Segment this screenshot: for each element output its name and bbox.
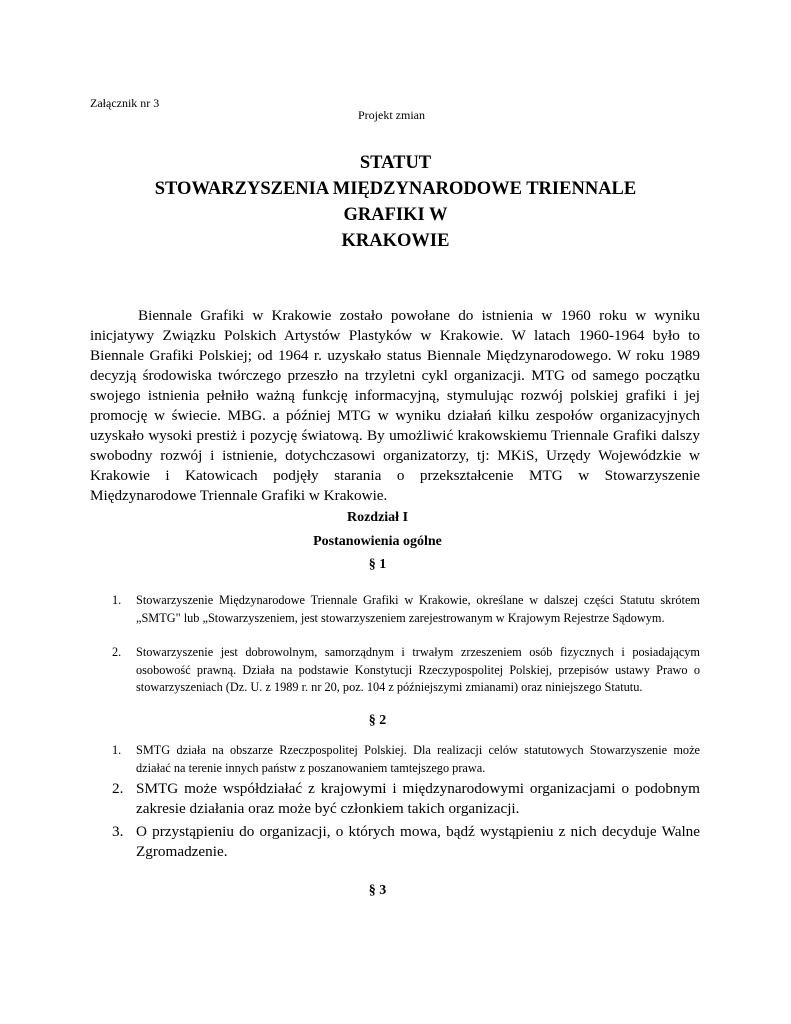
section-2-mark: § 2	[368, 713, 387, 728]
s1-item-2-number: 2.	[112, 645, 122, 659]
s1-item-2-text: Stowarzyszenie jest dobrowolnym, samorządnym i trwałym zrzeszeniem osób fizycznych i posiadającym osobowość prawną. Działa na podstawie Konstytucji Rzeczypospolitej Polskiej, przepisów ustawy Prawo o stowarzyszeniach (Dz. U. z 1989 r. nr 20, poz. 104 z późniejszymi zmianami) oraz niniejszego Statutu.	[136, 645, 700, 694]
chapter-subheading: Postanowienia ogólne	[313, 534, 442, 549]
s2-item-2-text: SMTG może współdziałać z krajowymi i międzynarodowymi organizacjami o podobnym zakresie działania oraz może być członkiem takich organizacji.	[136, 780, 700, 817]
title-line-1: STATUT	[359, 153, 432, 173]
s2-item-1-number: 1.	[112, 743, 122, 757]
s2-item-1-text: SMTG działa na obszarze Rzeczpospolitej Polskiej. Dla realizacji celów statutowych Stowarzyszenie może działać na terenie innych państw z poszanowaniem tamtejszego prawa.	[136, 743, 700, 775]
section-1-mark: § 1	[368, 557, 387, 572]
s2-item-3-text: O przystąpieniu do organizacji, o których mowa, bądź wystąpieniu z nich decyduje Walne Zgromadzenie.	[136, 823, 700, 860]
title-line-4: KRAKOWIE	[341, 231, 450, 251]
section-3-mark: § 3	[368, 883, 387, 898]
title-line-3: GRAFIKI W	[343, 205, 448, 225]
chapter-heading: Rozdział I	[346, 510, 409, 525]
s1-item-1-text: Stowarzyszenie Międzynarodowe Triennale Grafiki w Krakowie, określane w dalszej części Statutu skrótem „SMTG" lub „Stowarzyszeniem, jest stowarzyszeniem zarejestrowanym w Krajowym Rejestrze Sądowym.	[136, 593, 700, 625]
title-line-2: STOWARZYSZENIA MIĘDZYNARODOWE TRIENNALE	[154, 179, 637, 199]
s2-item-2-number: 2.	[112, 780, 124, 797]
s1-item-1-number: 1.	[112, 593, 122, 607]
draft-note: Projekt zmian	[358, 108, 425, 122]
preamble-paragraph: Biennale Grafiki w Krakowie zostało powołane do istnienia w 1960 roku w wyniku inicjatywy Związku Polskich Artystów Plastyków w Krakowie. W latach 1960-1964 było to Biennale Grafiki Polskiej; od 1964 r. uzyskało status Biennale Międzynarodowego. W roku 1989 decyzją środowiska twórczego przeszło na trzyletni cykl organizacji. MTG od samego początku swojego istnienia pełniło ważną funkcję informacyjną, stymulując rozwój polskiej grafiki i jej promocję w świecie. MBG. a później MTG w wyniku działań kilku zespołów organizacyjnych uzyskało wysoki prestiż i pozycję światową. By umożliwić krakowskiemu Triennale Grafiki dalszy swobodny rozwój i istnienie, dotychczasowi organizatorzy, tj: MKiS, Urzędy Wojewódzkie w Krakowie i Katowicach podjęły starania o przekształcenie MTG w Stowarzyszenie Międzynarodowe Triennale Grafiki w Krakowie.	[90, 307, 700, 504]
attachment-label: Załącznik nr 3	[90, 96, 160, 110]
s2-item-3-number: 3.	[112, 823, 124, 840]
